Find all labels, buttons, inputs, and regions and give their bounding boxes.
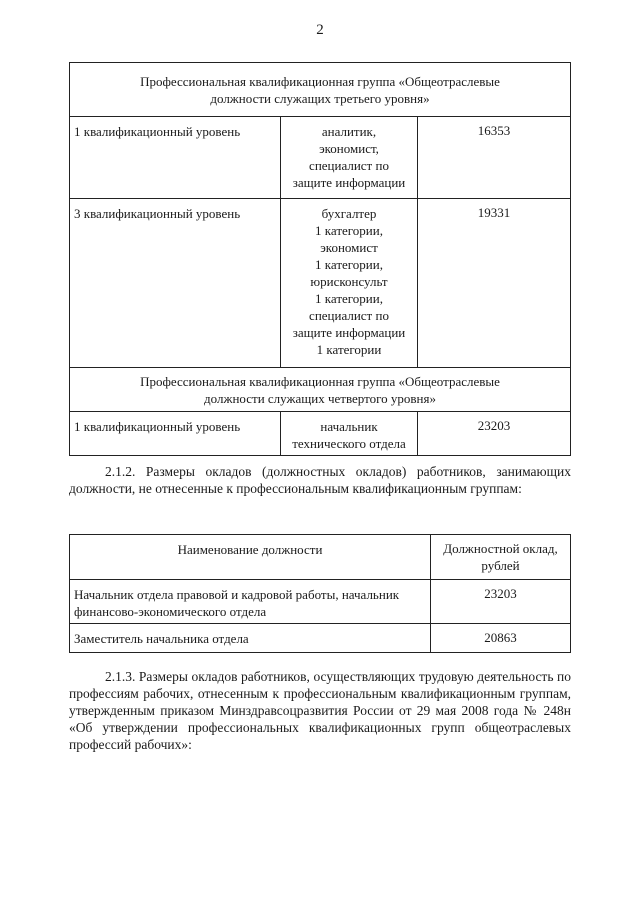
table-row [70, 580, 571, 624]
salary-value: 16353 [418, 117, 571, 199]
salary-value: 20863 [431, 624, 571, 653]
position-name: Начальник отдела правовой и кадровой работы, начальник финансово-экономического отдела [70, 580, 431, 624]
table-row [70, 624, 571, 653]
qualification-groups-table [69, 62, 571, 456]
salary-value: 23203 [418, 412, 571, 456]
table-row [70, 199, 571, 368]
position-name: Заместитель начальника отдела [70, 624, 431, 653]
table-row [70, 117, 571, 199]
table-row [70, 412, 571, 456]
qualification-level: 3 квалификационный уровень [70, 199, 281, 368]
salary-value: 19331 [418, 199, 571, 368]
table-header-row [70, 535, 571, 580]
qualification-level: 1 квалификационный уровень [70, 117, 281, 199]
paragraph-2-1-3: 2.1.3. Размеры окладов работников, осуществляющих трудовую деятельность по профессиям рабочих, отнесенным к профессиональным квалификационным группам, утвержденным приказом Минздравсоцразвития России от 29 мая 2008 года № 248н «Об утверждении профессиональных квалификационных групп общеотраслевых профессий рабочих»: [69, 669, 571, 752]
qualification-level: 1 квалификационный уровень [70, 412, 281, 456]
group-header-fourth-level: Профессиональная квалификационная группа «Общеотраслевые должности служащих четвертого уровня» [70, 368, 571, 412]
column-header-salary: Должностной оклад, рублей [431, 535, 571, 580]
position-list: бухгалтер 1 категории, экономист 1 категории, юрисконсульт 1 категории, специалист по защите информации 1 категории [281, 199, 418, 368]
salary-value: 23203 [431, 580, 571, 624]
page-number: 2 [316, 22, 324, 38]
group-header-third-level: Профессиональная квалификационная группа «Общеотраслевые должности служащих третьего уровня» [70, 63, 571, 117]
position-list: начальник технического отдела [281, 412, 418, 456]
position-list: аналитик, экономист, специалист по защите информации [281, 117, 418, 199]
non-group-positions-table [69, 534, 571, 653]
paragraph-2-1-2: 2.1.2. Размеры окладов (должностных окладов) работников, занимающих должности, не отнесенные к профессиональным квалификационным группам: [69, 464, 571, 496]
column-header-name: Наименование должности [70, 535, 431, 580]
